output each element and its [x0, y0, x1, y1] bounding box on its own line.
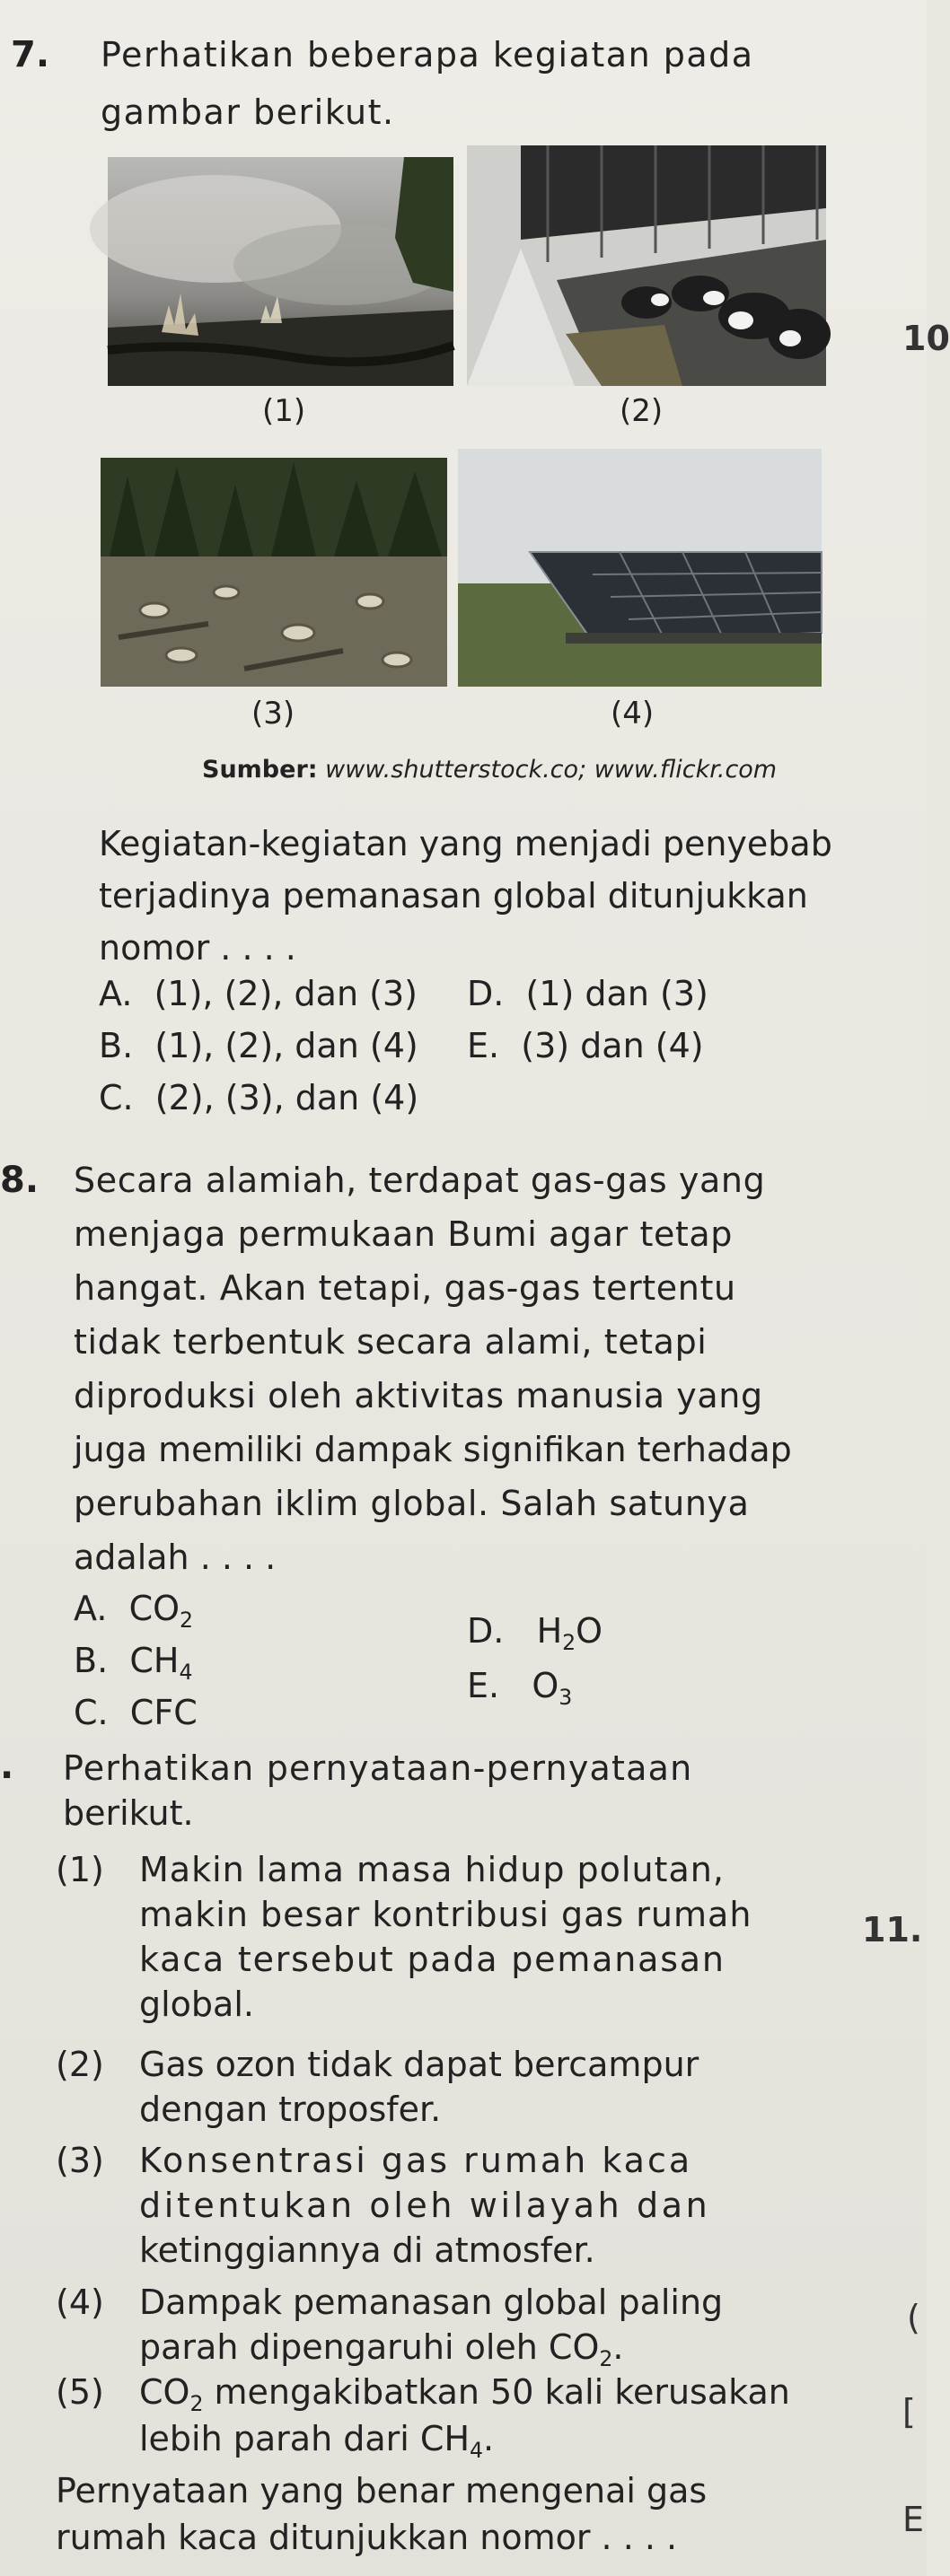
q7-number: 7.	[11, 34, 50, 75]
q7-question-line-1: Kegiatan-kegiatan yang menjadi penyebab	[99, 824, 832, 863]
edge-mark-1: (	[907, 2298, 920, 2337]
edge-number-10: 10	[902, 319, 950, 358]
caption-2: (2)	[620, 393, 664, 429]
q7-intro-line-1: Perhatikan beberapa kegiatan pada	[101, 35, 754, 74]
statement-2-line-1: Gas ozon tidak dapat bercampur	[139, 2045, 699, 2084]
statement-3-number: (3)	[56, 2141, 104, 2180]
statement-5-number: (5)	[56, 2372, 104, 2412]
statement-1-number: (1)	[56, 1850, 104, 1889]
source-text: www.shutterstock.co; www.flickr.com	[325, 756, 778, 784]
statement-3-line-3: ketinggiannya di atmosfer.	[139, 2230, 595, 2270]
statement-1-line-4: global.	[139, 1985, 254, 2024]
q9-question-line-1: Pernyataan yang benar mengenai gas	[56, 2471, 708, 2510]
edge-mark-2: [	[902, 2392, 916, 2431]
statement-5-line-2: lebih parah dari $CH_4$.	[139, 2419, 495, 2464]
q9-intro-line-1: Perhatikan pernyataan-pernyataan	[63, 1748, 693, 1788]
photo-solar-panels	[458, 449, 822, 687]
caption-3: (3)	[251, 696, 295, 732]
q8-option-b[interactable]: B. $CH_4$	[74, 1641, 193, 1686]
statement-1-line-1: Makin lama masa hidup polutan,	[139, 1850, 725, 1889]
statement-2-number: (2)	[56, 2045, 104, 2084]
q7-intro-line-2: gambar berikut.	[101, 92, 395, 132]
q7-option-a[interactable]: A. (1), (2), dan (3)	[99, 974, 418, 1013]
q8-option-a[interactable]: A. $CO_2$	[74, 1589, 194, 1634]
statement-3-line-1: Konsentrasi gas rumah kaca	[139, 2141, 693, 2180]
statement-1-line-3: kaca tersebut pada pemanasan	[139, 1940, 726, 1979]
q7-option-e[interactable]: E. (3) dan (4)	[467, 1026, 704, 1065]
q9-intro-line-2: berikut.	[63, 1793, 194, 1833]
q8-line-6: juga memiliki dampak signifikan terhadap	[74, 1430, 792, 1469]
q8-line-7: perubahan iklim global. Salah satunya	[74, 1484, 750, 1523]
statement-4-line-2: parah dipengaruhi oleh $CO_2$.	[139, 2327, 624, 2372]
edge-number-11: 11.	[862, 1910, 923, 1950]
q8-line-8: adalah . . . .	[74, 1538, 277, 1577]
caption-1: (1)	[262, 393, 306, 429]
photo-deforestation	[101, 458, 447, 687]
statement-1-line-2: makin besar kontribusi gas rumah	[139, 1895, 752, 1934]
edge-mark-3: E	[902, 2500, 925, 2539]
q8-line-4: tidak terbentuk secara alami, tetapi	[74, 1322, 708, 1362]
q8-option-d[interactable]: D. $H_2O$	[467, 1611, 603, 1656]
photo-cattle-barn	[467, 145, 826, 386]
statement-4-line-1: Dampak pemanasan global paling	[139, 2282, 724, 2322]
statement-3-line-2: ditentukan oleh wilayah dan	[139, 2186, 711, 2225]
q7-question-line-2: terjadinya pemanasan global ditunjukkan	[99, 876, 808, 916]
q7-option-d[interactable]: D. (1) dan (3)	[467, 974, 708, 1013]
q8-line-2: menjaga permukaan Bumi agar tetap	[74, 1214, 734, 1254]
q8-option-c[interactable]: C. CFC	[74, 1693, 198, 1732]
q8-number: 8.	[0, 1160, 40, 1201]
source-label: Sumber:	[202, 756, 318, 784]
q7-option-b[interactable]: B. (1), (2), dan (4)	[99, 1026, 418, 1065]
q8-line-1: Secara alamiah, terdapat gas-gas yang	[74, 1161, 766, 1200]
q8-line-5: diproduksi oleh aktivitas manusia yang	[74, 1376, 763, 1415]
q7-question-line-3: nomor . . . .	[99, 928, 296, 968]
q8-option-e[interactable]: E. $O_3$	[467, 1666, 573, 1711]
q8-line-3: hangat. Akan tetapi, gas-gas tertentu	[74, 1268, 736, 1308]
statement-2-line-2: dengan troposfer.	[139, 2090, 442, 2129]
caption-4: (4)	[611, 696, 655, 732]
q7-option-c[interactable]: C. (2), (3), dan (4)	[99, 1078, 419, 1117]
image-source	[202, 756, 777, 784]
statement-5-line-1: $CO_2$ mengakibatkan 50 kali kerusakan	[139, 2372, 790, 2417]
statement-4-number: (4)	[56, 2282, 104, 2322]
photo-forest-fire	[108, 157, 453, 386]
q9-question-line-2: rumah kaca ditunjukkan nomor . . . .	[56, 2518, 678, 2557]
q9-number: .	[0, 1746, 14, 1787]
